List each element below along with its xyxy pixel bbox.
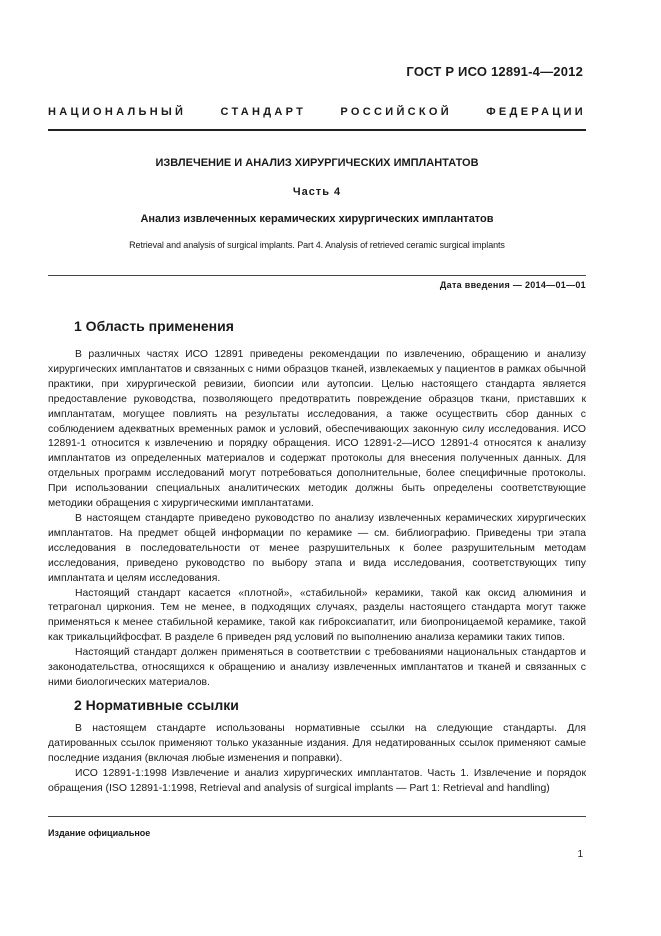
banner-word: СТАНДАРТ: [220, 106, 307, 118]
part-label: Часть 4: [292, 186, 342, 198]
paragraph: Настоящий стандарт должен применяться в соответствии с требованиями национальных стандартов и законодательства, относящихся к обращению и анализу извлеченных имплантатов и тканей и связанных с ними биологических материалов.: [48, 647, 586, 688]
banner-word: РОССИЙСКОЙ: [340, 106, 452, 118]
main-title: ИЗВЛЕЧЕНИЕ И АНАЛИЗ ХИРУРГИЧЕСКИХ ИМПЛАНТАТОВ: [155, 157, 479, 169]
paragraph: В различных частях ИСО 12891 приведены рекомендации по извлечению, обращению и анализу хирургических имплантатов и связанных с ними образцов тканей, извлекаемых у пациентов в рамках обычной практики, при хирургической ревизии, биопсии или аутопсии. Целью настоящего стандарта является предоставление руководства, позволяющего предотвратить повреждение образцов ткани, приставших к имплантатам, могущее повлиять на результаты исследования, а также осуществить сбор данных с соблюдением адекватных временных рамок и условий, обеспечивающих законную силу исследования. ИСО 12891-1 относится к извлечению и порядку обращения. ИСО 12891-2—ИСО 12891-4 относятся к анализу имплантатов из определенных материалов и содержат протоколы для внесения полученных данных. Для отдельных программ исследований могут потребоваться дополнительные, более специфичные протоколы. При использовании специальных аналитических методик должны быть определены соответствующие методики обращения с хирургическими имплантатами.: [48, 349, 586, 510]
paragraph: ИСО 12891-1:1998 Извлечение и анализ хирургических имплантатов. Часть 1. Извлечение и порядок обращения (ISO 12891-1:1998, Retrieval and analysis of surgical implants — Part 1: Retrieval and handling): [48, 767, 586, 794]
section-heading-normative-references: 2 Нормативные ссылки: [74, 697, 239, 713]
section-body-scope: [48, 348, 586, 691]
paragraph: В настоящем стандарте приведено руководство по анализу извлеченных керамических хирургических имплантатов. На предмет общей информации по керамике — см. библиографию. Приведены три этапа исследования в последовательности от менее разрушительных к более разрушительным методам исследования, приведено руководство по выбору этапа и вида исследования, соответствующих типу имплантата и целям исследования.: [48, 512, 586, 584]
page-number: 1: [577, 849, 583, 860]
edition-label: Издание официальное: [48, 828, 151, 838]
introduction-date: Дата введения — 2014—01—01: [439, 280, 586, 290]
header-divider: [48, 129, 586, 131]
banner-word: НАЦИОНАЛЬНЫЙ: [48, 106, 187, 118]
title-divider: [48, 275, 586, 276]
paragraph: Настоящий стандарт касается «плотной», «стабильной» керамики, такой как оксид алюминия и тетрагонал циркония. Тем не менее, в подходящих случаях, разделы настоящего стандарта могут также применяться к менее стабильной керамике, такой как гиброксиапатит, или биопроницаемой керамике, такой как трикальцийфосфат. В разделе 6 приведен ряд условий по выполнению анализа керамики таких типов.: [48, 587, 586, 644]
section-heading-scope: 1 Область применения: [74, 318, 234, 334]
english-title: Retrieval and analysis of surgical implants. Part 4. Analysis of retrieved ceramic surgical implants: [129, 240, 505, 250]
document-code: ГОСТ Р ИСО 12891-4—2012: [406, 64, 583, 79]
section-body-normative-references: [48, 722, 586, 797]
paragraph: В настоящем стандарте использованы нормативные ссылки на следующие стандарты. Для датированных ссылок применяют только указанные издания. Для недатированных ссылок применяют самые последние издания (включая любые изменения и поправки).: [48, 723, 586, 764]
national-standard-banner: [48, 106, 586, 118]
subtitle: Анализ извлеченных керамических хирургических имплантатов: [140, 213, 494, 225]
banner-word: ФЕДЕРАЦИИ: [486, 106, 586, 118]
footer-divider: [48, 816, 586, 817]
